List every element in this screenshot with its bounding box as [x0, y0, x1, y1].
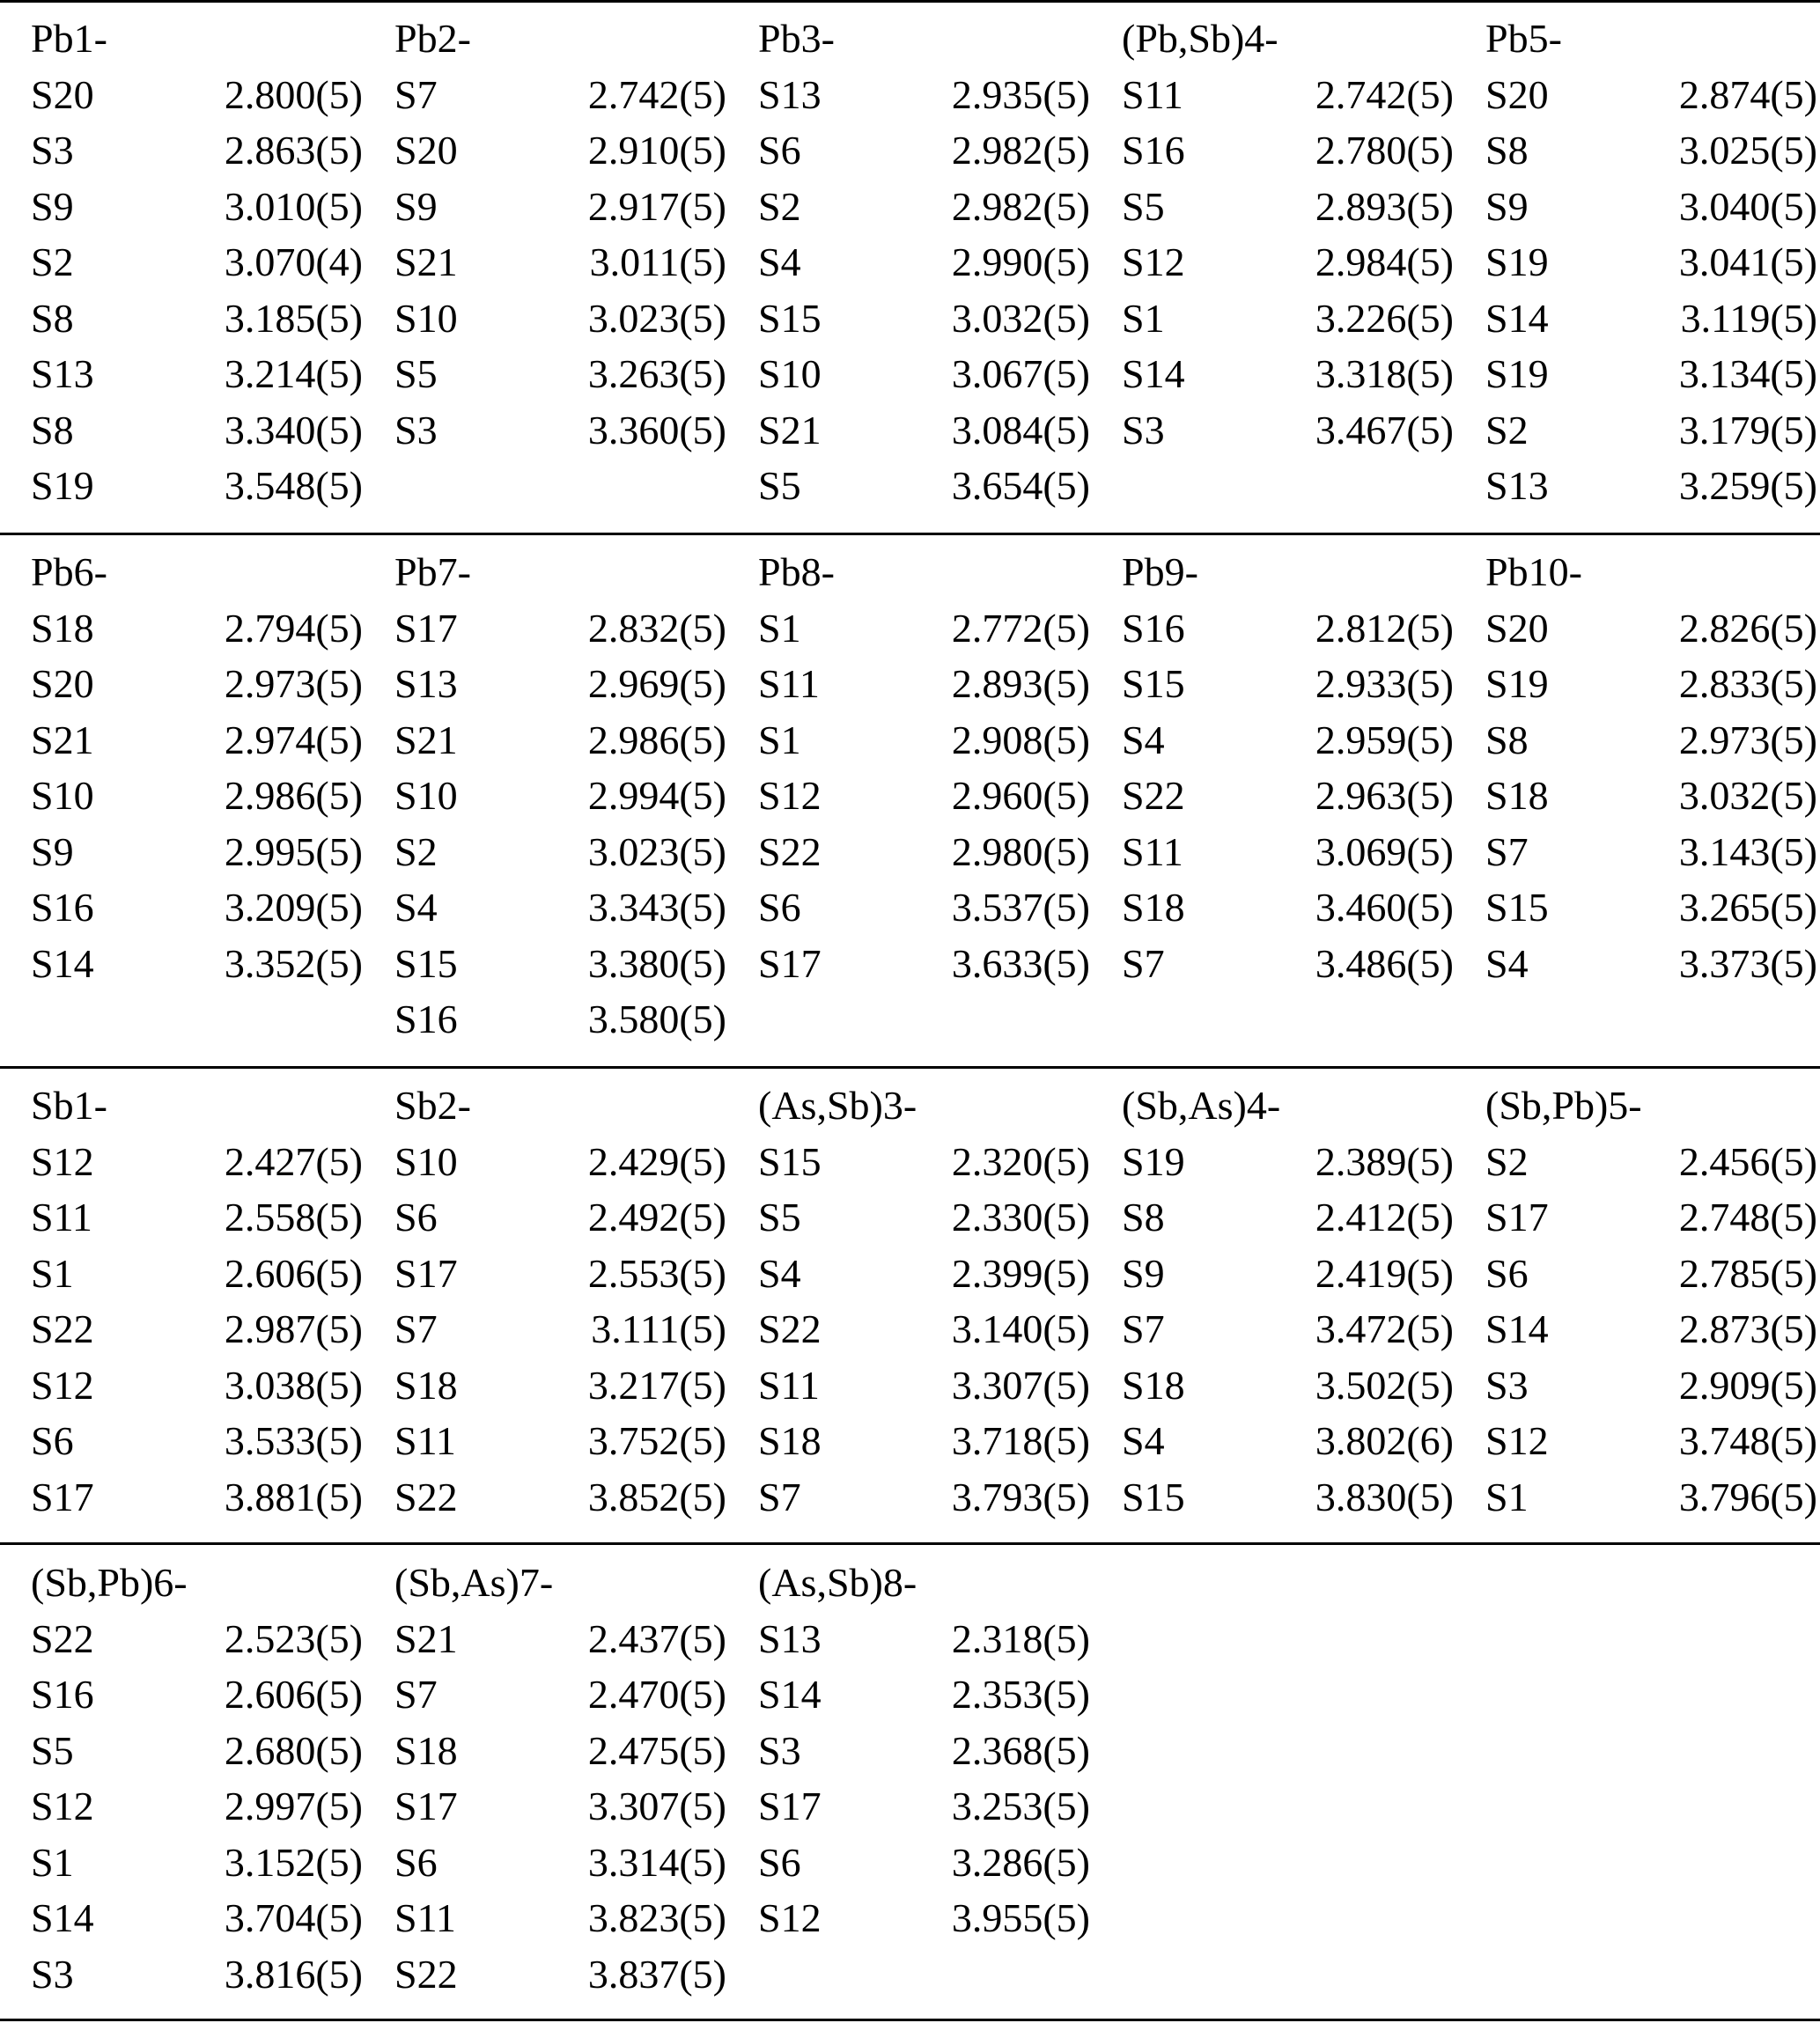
sulfur-label: S10	[394, 295, 458, 341]
sulfur-label: S4	[394, 885, 438, 930]
sulfur-label: S3	[758, 1727, 801, 1773]
bond-distance: 2.874(5)	[1678, 71, 1817, 117]
bond-distance: 3.360(5)	[587, 407, 726, 452]
sulfur-label: S4	[758, 239, 801, 284]
sulfur-label: S22	[758, 828, 822, 874]
sulfur-label: S21	[394, 717, 458, 762]
cation-header: (Sb,Pb)5-	[1485, 1083, 1642, 1128]
sulfur-label: S19	[1485, 661, 1549, 706]
bond-distance: 3.307(5)	[587, 1784, 726, 1828]
sulfur-label: S18	[1122, 1362, 1185, 1408]
sulfur-label: S20	[31, 71, 94, 117]
cation-header: Pb10-	[1485, 549, 1582, 594]
sulfur-label: S2	[31, 239, 74, 284]
bond-distance: 2.772(5)	[951, 605, 1090, 651]
sulfur-label: S16	[31, 1672, 94, 1717]
bond-distance: 3.802(6)	[1315, 1418, 1454, 1463]
bond-distance: 3.070(4)	[224, 239, 363, 284]
sulfur-label: S16	[31, 885, 94, 930]
bond-distance: 3.537(5)	[951, 885, 1090, 930]
sulfur-label: S2	[758, 183, 801, 229]
bond-distance: 2.982(5)	[951, 183, 1090, 229]
bond-distance: 3.380(5)	[587, 940, 726, 986]
bond-distance: 3.548(5)	[224, 463, 363, 508]
sulfur-label: S6	[31, 1418, 74, 1463]
sulfur-label: S14	[1485, 295, 1549, 341]
sulfur-label: S11	[394, 1418, 456, 1463]
bond-distance: 2.908(5)	[951, 717, 1090, 762]
bond-distance: 3.654(5)	[951, 463, 1090, 508]
bond-distance: 2.935(5)	[951, 71, 1090, 117]
bond-distance: 2.353(5)	[951, 1672, 1090, 1717]
sulfur-label: S12	[758, 773, 822, 818]
sulfur-label: S11	[758, 661, 820, 706]
sulfur-label: S22	[758, 1306, 822, 1351]
bond-distance: 2.959(5)	[1315, 717, 1454, 762]
sulfur-label: S12	[31, 1784, 94, 1828]
bond-distance: 3.226(5)	[1315, 295, 1454, 341]
bond-distance: 3.307(5)	[951, 1362, 1090, 1408]
bond-distance: 2.785(5)	[1678, 1250, 1817, 1296]
bond-distance: 3.134(5)	[1678, 351, 1817, 396]
sulfur-label: S8	[31, 407, 74, 452]
bond-distance: 2.780(5)	[1315, 128, 1454, 173]
bond-distance: 3.718(5)	[951, 1418, 1090, 1463]
bond-distance: 3.502(5)	[1315, 1362, 1454, 1408]
bond-distance: 2.833(5)	[1678, 661, 1817, 706]
sulfur-label: S11	[394, 1895, 456, 1940]
bond-distance: 2.984(5)	[1315, 239, 1454, 284]
block-separator-rule	[0, 1066, 1820, 1069]
bond-distance: 3.023(5)	[587, 828, 726, 874]
sulfur-label: S19	[1485, 239, 1549, 284]
sulfur-label: S7	[1122, 940, 1165, 986]
table-bottom-rule	[0, 2019, 1820, 2021]
cation-header: (Pb,Sb)4-	[1122, 16, 1278, 61]
sulfur-label: S6	[1485, 1250, 1529, 1296]
bond-distance: 2.320(5)	[951, 1138, 1090, 1184]
sulfur-label: S8	[1485, 717, 1529, 762]
cation-header: Pb9-	[1122, 549, 1198, 594]
sulfur-label: S7	[394, 1672, 438, 1717]
bond-distance: 3.796(5)	[1678, 1474, 1817, 1519]
sulfur-label: S1	[31, 1839, 74, 1885]
bond-distance: 3.253(5)	[951, 1784, 1090, 1828]
sulfur-label: S1	[758, 717, 801, 762]
cation-header: (Sb,Pb)6-	[31, 1560, 188, 1605]
table-top-rule	[0, 0, 1820, 3]
bond-distance: 2.412(5)	[1315, 1195, 1454, 1240]
sulfur-label: S22	[394, 1474, 458, 1519]
sulfur-label: S15	[394, 940, 458, 986]
bond-distance: 3.217(5)	[587, 1362, 726, 1408]
bond-distance: 2.933(5)	[1315, 661, 1454, 706]
sulfur-label: S8	[31, 295, 74, 341]
sulfur-label: S1	[31, 1250, 74, 1296]
sulfur-label: S12	[1122, 239, 1185, 284]
sulfur-label: S16	[1122, 128, 1185, 173]
sulfur-label: S16	[394, 997, 458, 1041]
sulfur-label: S20	[1485, 71, 1549, 117]
bond-distance: 3.111(5)	[591, 1306, 726, 1351]
sulfur-label: S9	[1122, 1250, 1165, 1296]
sulfur-label: S3	[1122, 407, 1165, 452]
sulfur-label: S13	[31, 351, 94, 396]
sulfur-label: S5	[1122, 183, 1165, 229]
bond-distance: 3.467(5)	[1315, 407, 1454, 452]
sulfur-label: S17	[758, 940, 822, 986]
sulfur-label: S13	[758, 1615, 822, 1661]
sulfur-label: S14	[31, 940, 94, 986]
bond-distance: 3.259(5)	[1678, 463, 1817, 508]
bond-distance: 2.742(5)	[1315, 71, 1454, 117]
bond-distance: 2.986(5)	[224, 773, 363, 818]
sulfur-label: S13	[758, 71, 822, 117]
sulfur-label: S17	[394, 605, 458, 651]
sulfur-label: S1	[758, 605, 801, 651]
bond-distance: 3.633(5)	[951, 940, 1090, 986]
sulfur-label: S17	[31, 1474, 94, 1519]
sulfur-label: S4	[758, 1250, 801, 1296]
bond-distance: 3.533(5)	[224, 1418, 363, 1463]
bond-distance: 3.340(5)	[224, 407, 363, 452]
bond-distance: 3.010(5)	[224, 183, 363, 229]
block-separator-rule	[0, 1542, 1820, 1545]
sulfur-label: S22	[1122, 773, 1185, 818]
bond-distance: 3.816(5)	[224, 1951, 363, 1997]
cation-header: Pb5-	[1485, 16, 1562, 61]
sulfur-label: S18	[31, 605, 94, 651]
bond-distance: 2.475(5)	[587, 1727, 726, 1773]
sulfur-label: S21	[394, 1615, 458, 1661]
bond-distance: 2.742(5)	[587, 71, 726, 117]
bond-distance: 2.917(5)	[587, 183, 726, 229]
sulfur-label: S12	[758, 1895, 822, 1940]
bond-distance: 3.830(5)	[1315, 1474, 1454, 1519]
bond-distance: 3.265(5)	[1678, 885, 1817, 930]
sulfur-label: S14	[758, 1672, 822, 1717]
sulfur-label: S15	[758, 295, 822, 341]
bond-distance: 2.994(5)	[587, 773, 726, 818]
sulfur-label: S18	[758, 1418, 822, 1463]
bond-distance: 2.963(5)	[1315, 773, 1454, 818]
bond-distance: 2.606(5)	[224, 1672, 363, 1717]
bond-distance: 3.881(5)	[224, 1474, 363, 1519]
sulfur-label: S13	[394, 661, 458, 706]
bond-distance: 3.704(5)	[224, 1895, 363, 1940]
sulfur-label: S11	[1122, 71, 1183, 117]
sulfur-label: S11	[758, 1362, 820, 1408]
sulfur-label: S4	[1485, 940, 1529, 986]
bond-distance: 3.486(5)	[1315, 940, 1454, 986]
sulfur-label: S7	[1485, 828, 1529, 874]
bond-distance: 2.995(5)	[224, 828, 363, 874]
bond-distance: 2.893(5)	[1315, 183, 1454, 229]
sulfur-label: S10	[394, 1138, 458, 1184]
bond-distance: 2.812(5)	[1315, 605, 1454, 651]
sulfur-label: S3	[31, 1951, 74, 1997]
bond-distance: 3.209(5)	[224, 885, 363, 930]
bond-distance: 3.011(5)	[589, 239, 726, 284]
bond-distance: 2.893(5)	[951, 661, 1090, 706]
bond-distance: 3.067(5)	[951, 351, 1090, 396]
sulfur-label: S6	[394, 1839, 438, 1885]
sulfur-label: S3	[31, 128, 74, 173]
bond-distance: 3.793(5)	[951, 1474, 1090, 1519]
cation-header: Pb6-	[31, 549, 107, 594]
bond-distance: 2.980(5)	[951, 828, 1090, 874]
sulfur-label: S10	[394, 773, 458, 818]
cation-header: Pb7-	[394, 549, 471, 594]
sulfur-label: S12	[31, 1362, 94, 1408]
bond-distance: 2.986(5)	[587, 717, 726, 762]
sulfur-label: S2	[394, 828, 438, 874]
bond-distance: 2.318(5)	[951, 1615, 1090, 1661]
sulfur-label: S3	[1485, 1362, 1529, 1408]
sulfur-label: S4	[1122, 717, 1165, 762]
bond-distance: 3.040(5)	[1678, 183, 1817, 229]
bond-distance: 3.837(5)	[587, 1951, 726, 1997]
sulfur-label: S20	[1485, 605, 1549, 651]
block-separator-rule	[0, 533, 1820, 535]
bond-distance: 3.263(5)	[587, 351, 726, 396]
sulfur-label: S7	[394, 1306, 438, 1351]
bond-distance: 3.580(5)	[587, 997, 726, 1041]
bond-distance: 2.470(5)	[587, 1672, 726, 1717]
bond-distance: 2.794(5)	[224, 605, 363, 651]
sulfur-label: S7	[758, 1474, 801, 1519]
bond-distance: 2.368(5)	[951, 1727, 1090, 1773]
sulfur-label: S21	[31, 717, 94, 762]
sulfur-label: S18	[394, 1727, 458, 1773]
bond-distance: 3.025(5)	[1678, 128, 1817, 173]
sulfur-label: S22	[31, 1615, 94, 1661]
bond-distance: 2.863(5)	[224, 128, 363, 173]
bond-distance: 2.873(5)	[1678, 1306, 1817, 1351]
cation-header: Pb1-	[31, 16, 107, 61]
sulfur-label: S17	[758, 1784, 822, 1828]
bond-distance: 3.084(5)	[951, 407, 1090, 452]
sulfur-label: S15	[758, 1138, 822, 1184]
bond-distance: 2.990(5)	[951, 239, 1090, 284]
sulfur-label: S5	[31, 1727, 74, 1773]
sulfur-label: S17	[394, 1784, 458, 1828]
sulfur-label: S15	[1122, 1474, 1185, 1519]
sulfur-label: S20	[394, 128, 458, 173]
bond-distance: 3.023(5)	[587, 295, 726, 341]
sulfur-label: S19	[1485, 351, 1549, 396]
sulfur-label: S9	[394, 183, 438, 229]
bond-distance: 3.955(5)	[951, 1895, 1090, 1940]
sulfur-label: S16	[1122, 605, 1185, 651]
sulfur-label: S9	[31, 828, 74, 874]
sulfur-label: S1	[1122, 295, 1165, 341]
sulfur-label: S10	[758, 351, 822, 396]
bond-distance: 2.606(5)	[224, 1250, 363, 1296]
bond-distance: 3.460(5)	[1315, 885, 1454, 930]
bond-distance: 3.179(5)	[1678, 407, 1817, 452]
bond-distance: 2.553(5)	[587, 1250, 726, 1296]
sulfur-label: S20	[31, 661, 94, 706]
sulfur-label: S8	[1485, 128, 1529, 173]
sulfur-label: S5	[758, 463, 801, 508]
bond-distance: 3.041(5)	[1678, 239, 1817, 284]
sulfur-label: S21	[394, 239, 458, 284]
bond-distance: 2.973(5)	[1678, 717, 1817, 762]
sulfur-label: S6	[758, 128, 801, 173]
sulfur-label: S11	[1122, 828, 1183, 874]
sulfur-label: S8	[1122, 1195, 1165, 1240]
cation-header: Sb1-	[31, 1083, 107, 1128]
bond-distance: 2.456(5)	[1678, 1138, 1817, 1184]
bond-distance: 2.330(5)	[951, 1195, 1090, 1240]
bond-distance: 2.974(5)	[224, 717, 363, 762]
bond-distance: 3.038(5)	[224, 1362, 363, 1408]
bond-distance: 3.140(5)	[951, 1306, 1090, 1351]
sulfur-label: S7	[1122, 1306, 1165, 1351]
sulfur-label: S17	[1485, 1195, 1549, 1240]
bond-distance: 3.214(5)	[224, 351, 363, 396]
bond-distance: 2.437(5)	[587, 1615, 726, 1661]
sulfur-label: S17	[394, 1250, 458, 1296]
bond-distance: 2.429(5)	[587, 1138, 726, 1184]
bond-distance: 2.982(5)	[951, 128, 1090, 173]
bond-distance: 3.143(5)	[1678, 828, 1817, 874]
sulfur-label: S15	[1485, 885, 1549, 930]
bond-distance: 3.823(5)	[587, 1895, 726, 1940]
bond-distance: 3.119(5)	[1680, 295, 1817, 341]
cation-header: (Sb,As)4-	[1122, 1083, 1281, 1128]
sulfur-label: S13	[1485, 463, 1549, 508]
sulfur-label: S22	[31, 1306, 94, 1351]
bond-distance: 3.472(5)	[1315, 1306, 1454, 1351]
bond-distance: 3.318(5)	[1315, 351, 1454, 396]
cation-header: (As,Sb)3-	[758, 1083, 917, 1128]
bond-distance: 3.373(5)	[1678, 940, 1817, 986]
bond-distance: 2.389(5)	[1315, 1138, 1454, 1184]
cation-header: Pb8-	[758, 549, 835, 594]
sulfur-label: S1	[1485, 1474, 1529, 1519]
sulfur-label: S2	[1485, 1138, 1529, 1184]
bond-distance: 2.800(5)	[224, 71, 363, 117]
sulfur-label: S18	[1122, 885, 1185, 930]
bond-distance: 3.069(5)	[1315, 828, 1454, 874]
cation-header: (Sb,As)7-	[394, 1560, 554, 1605]
sulfur-label: S18	[394, 1362, 458, 1408]
bond-distance: 3.152(5)	[224, 1839, 363, 1885]
bond-distance: 2.492(5)	[587, 1195, 726, 1240]
sulfur-label: S2	[1485, 407, 1529, 452]
bond-distance: 2.910(5)	[587, 128, 726, 173]
bond-distance: 2.419(5)	[1315, 1250, 1454, 1296]
bond-distance: 2.997(5)	[224, 1784, 363, 1828]
bond-distance: 3.352(5)	[224, 940, 363, 986]
sulfur-label: S10	[31, 773, 94, 818]
bond-distance: 3.032(5)	[951, 295, 1090, 341]
bond-distance: 2.960(5)	[951, 773, 1090, 818]
bond-distance: 3.748(5)	[1678, 1418, 1817, 1463]
bond-distance: 3.752(5)	[587, 1418, 726, 1463]
bond-distance: 2.523(5)	[224, 1615, 363, 1661]
cation-header: Sb2-	[394, 1083, 471, 1128]
sulfur-label: S9	[1485, 183, 1529, 229]
sulfur-label: S3	[394, 407, 438, 452]
sulfur-label: S22	[394, 1951, 458, 1997]
bond-distance: 2.969(5)	[587, 661, 726, 706]
sulfur-label: S7	[394, 71, 438, 117]
sulfur-label: S11	[31, 1195, 92, 1240]
sulfur-label: S12	[31, 1138, 94, 1184]
cation-header: Pb3-	[758, 16, 835, 61]
bond-distance: 2.427(5)	[224, 1138, 363, 1184]
bond-distance: 3.032(5)	[1678, 773, 1817, 818]
sulfur-label: S12	[1485, 1418, 1549, 1463]
sulfur-label: S21	[758, 407, 822, 452]
sulfur-label: S14	[1122, 351, 1185, 396]
sulfur-label: S19	[31, 463, 94, 508]
sulfur-label: S5	[394, 351, 438, 396]
bond-distance: 3.314(5)	[587, 1839, 726, 1885]
sulfur-label: S6	[394, 1195, 438, 1240]
sulfur-label: S4	[1122, 1418, 1165, 1463]
bond-distance: 2.558(5)	[224, 1195, 363, 1240]
bond-distance: 2.832(5)	[587, 605, 726, 651]
sulfur-label: S14	[1485, 1306, 1549, 1351]
bond-distance: 3.286(5)	[951, 1839, 1090, 1885]
bond-distance: 2.987(5)	[224, 1306, 363, 1351]
cation-header: (As,Sb)8-	[758, 1560, 917, 1605]
bond-distance: 3.185(5)	[224, 295, 363, 341]
sulfur-label: S9	[31, 183, 74, 229]
bond-distance: 2.748(5)	[1678, 1195, 1817, 1240]
cation-header: Pb2-	[394, 16, 471, 61]
bond-distance: 3.343(5)	[587, 885, 726, 930]
sulfur-label: S5	[758, 1195, 801, 1240]
bond-distance: 2.399(5)	[951, 1250, 1090, 1296]
bond-distance: 2.973(5)	[224, 661, 363, 706]
sulfur-label: S6	[758, 885, 801, 930]
bond-distance: 2.680(5)	[224, 1727, 363, 1773]
bond-distance: 2.909(5)	[1678, 1362, 1817, 1408]
sulfur-label: S6	[758, 1839, 801, 1885]
sulfur-label: S19	[1122, 1138, 1185, 1184]
bond-distance: 2.826(5)	[1678, 605, 1817, 651]
sulfur-label: S14	[31, 1895, 94, 1940]
sulfur-label: S15	[1122, 661, 1185, 706]
bond-distance: 3.852(5)	[587, 1474, 726, 1519]
sulfur-label: S18	[1485, 773, 1549, 818]
